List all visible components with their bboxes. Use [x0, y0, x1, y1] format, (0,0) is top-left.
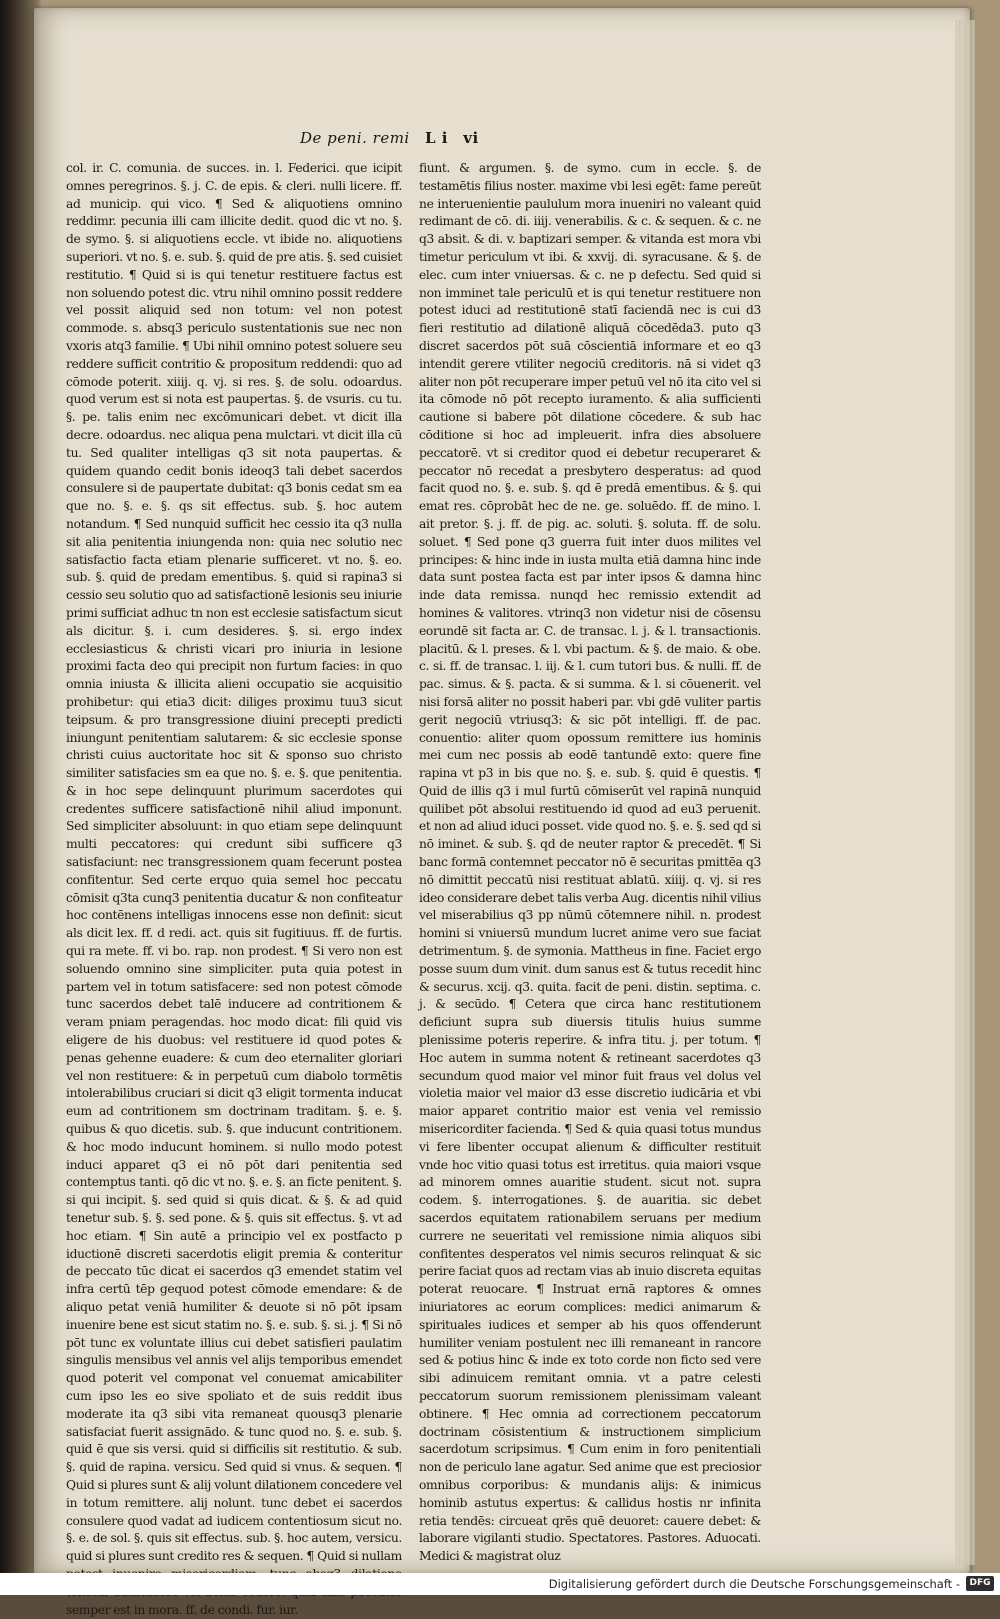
right-column-text: fiunt. & argumen. §. de symo. cum in eccle. §. de testamētis filius noster. maxime vbi lesi egēt: fame pereūt ne interuenientie paululum mora inueniri no valeant quid redimant de cō. di. iiij. venerabilis. & c. & sequen. & c. ne q3 absit. & di. v. baptizari semper. & vitanda est mora vbi timetur periculum vt ibi. & xxvij. di. syracusane. & §. de elec. cum inter vniuersas. & c. ne p defectu. Sed quid si non imminet tale periculū et is qui tenetur restituere non potest iduci ad restitutionē statī faciendā nec is cui d3 fieri restitutio ad dilationē aliquā cōcedēda3. puto q3 discret sacerdos pōt suā cōscientiā informare et eo q3 intendit gerere vtiliter negociū creditoris. nā si videt q3 aliter non pōt recuperare imper petuū vel nō ita cito vel si ita cōmode nō pōt recepto iuramento. & alia sufficienti cautione si babere pōt dilatione cōcedere. & sub hac cōditione si hoc ad impleuerit. infra dies absoluere peccatorē. vt si creditor quod ei debetur recuperaret & peccator nō recedat a presbytero desperatus: ad quod facit quod no. §. e. sub. §. qd ē predā ementibus. & §. qui emat res. cōprobāt hec de ne. ge. soluēdo. ff. de mino. l. ait pretor. §. j. ff. de pig. ac. soluti. §. soluta. ff. de solu. soluet. ¶ Sed pone q3 guerra fuit inter duos milites vel principes: & hinc inde in iusta multa etiā damna hinc inde data sunt postea facta est par inter ipsos & damna hinc inde data remissa. nunqd hec remissio extendit ad homines & valitores. vtrinq3 non videtur nisi de cōsensu eorundē sit facta ar. C. de transac. l. j. & l. transactionis. placitū. & l. preses. & l. vbi pactum. & §. de maio. & obe. c. si. ff. de transac. l. iij. & l. cum tutori bus. & nulli. ff. de pac. simus. & §. pacta. & si summa. & l. si cōuenerit. vel nisi forsā aliter no possit haberi par. vbi gdē vuliter partis gerit negociū vtriusq3: & sic pōt intelligi. ff. de pac. conuentio: aliter quom opossum remittere ius hominis mei cum nec possis ab eodē tantundē exto: quere fine rapina vt p3 in bis que no. §. e. sub. §. quid ē questis. ¶ Quid de illis q3 i mul furtū cōmiserūt vel rapinā nunquid quilibet pōt absolui restituendo id quod ad eu3 peruenit. et non ad aliud iduci posset. vide quod no. §. e. §. sed qd si nō iminet. & sub. §. qd de neuter raptor & precedēt. ¶ Si banc formā contemnet peccator nō ē securitas pmittēa q3 nō dimittit peccatū nisi restituat ablatū. xiiij. q. vj. si res ideo considerare debet talis verba Aug. dicentis nihil vilius vel miserabilius q3 pp nūmū cōtemnere nihil. n. prodest homini si vniuersū mundum lucret anime vero sue faciat detrimentum. §. de symonia. Mattheus in fine. Faciet ergo posse suum dum vinit. dum sanus est & tutus recedit hinc & securus. xcij. q3. quita. facit de peni. distin. septima. c. j. & secūdo. ¶ Cetera que circa hanc restitutionem deficiunt supra sub diuersis titulis huius summe plenissime poteris reperire. & infra titu. j. per totum. ¶ Hoc autem in summa notent & retineant sacerdotes q3 secundum quod maior vel minor fuit fraus vel dolus vel violetia maior vel maior d3 esse discretio iudicāria et vbi maior apparet contritio maior est venia vel remissio misericorditer facienda. ¶ Sed & quia quasi totus mundus vi fere libenter occupat alienum & difficulter restituit vnde hoc vitio quasi totus est irretitus. quia maiori vsque ad minorem omnes auaritie student. sicut not. supra codem. §. interrogationes. §. de auaritia. sic debet sacerdos equitatem rationabilem seruans per medium currere ne seueritati vel remissione nimia aliquos sibi confitentes desperatos vel nimis securos relinquat & sic perire faciat quos ad rectam vias ab inuio discreta equitas poterat reuocare. ¶ Instruat ernā raptores & omnes iniuriatores ac eorum complices: medici animarum & spirituales iudices et semper ab his quos offenderunt humiliter veniam postulent nec illi remaneant in rancore sed & potius hinc & inde ex toto corde non ficto sed vere sibi adinuicem remitant omnia. vt a patre celesti peccatorum suorum remissionem plenissimam valeant obtinere. ¶ Hec omnia ad correctionem peccatorum doctrinam cōsistentium & instructionem simplicium sacerdotum scripsimus. ¶ Cum enim in foro penitentiali non de periculo lane agatur. Sed anime que est preciosior omnibus corporibus: & mundanis alijs: & inimicus hominib astutus expertus: & callidus hostis nr infinita retia tendēs: circueat qrēs quē deuoret: cauere debet: & laborare vigilanti studio. Spectatores. Pastores. Aduocati. Medici & magistrat oluz — [419, 161, 761, 1564]
text-column-left — [66, 160, 402, 1617]
binding-shadow — [0, 0, 40, 1595]
running-head — [300, 129, 540, 155]
funding-credit: Digitalisierung gefördert durch die Deutsche Forschungsgemeinschaft - — [548, 1577, 960, 1591]
signature-mark: L i — [425, 129, 448, 147]
page-edge-stack — [955, 20, 975, 1565]
running-title: De peni. remi — [300, 129, 410, 147]
left-column-text: col. ir. C. comunia. de succes. in. l. Federici. que icipit omnes peregrinos. §. j. C. de epis. & cleri. nulli licere. ff. ad municip. qui vico. ¶ Sed & aliquotiens omnino reddimr. pecunia illi cam illicite dedit. quod dic vt no. §. de symo. §. si aliquotiens eccle. vt ibide no. aliquotiens superiori. vt no. §. e. sub. §. quid de pre atis. §. sed cuisiet restitutio. ¶ Quid si is qui tenetur restituere factus est non soluendo potest dic. vtru nihil omnino possit reddere vel possit aliquid sed non totum: vel non potest commode. s. absq3 periculo sustentationis sue nec non vxoris atq3 familie. ¶ Ubi nihil omnino potest soluere seu reddere sufficit contritio & propositum reddendi: quo ad cōmode poterit. xiiij. q. vj. si res. §. de solu. odoardus. quod verum est si nota est paupertas. §. de vsuris. cu tu. §. pe. talis enim nec excōmunicari debet. vt dicit illa decre. odoardus. nec aliqua pena mulctari. vt dicit illa cū tu. Sed qualiter intelligas q3 sit nota paupertas. & quidem quando cedit bonis ideoq3 tali debet sacerdos consulere si de paupertate dubitat: q3 bonis cedat sm ea que no. §. e. §. qs sit effectus. sub. §. hoc autem notandum. ¶ Sed nunquid sufficit hec cessio ita q3 nulla sit alia penitentia iniungenda non: quia nec solutio nec satisfactio facta etiam plenarie sufficeret. vt no. §. eo. sub. §. quid de predam ementibus. §. quid si rapina3 si cessio seu solutio quo ad satisfactionē lesionis seu iniurie primi sufficiat adhuc tn non est ecclesie satisfactum sicut als dicitur. §. i. cum desideres. §. si. ergo index ecclesiasticus & christi vicari pro iniuria in lesione proximi facta deo qui precipit non furtum facies: in quo omnia iniusta & illicita alieni occupatio sie acquisitio prohibetur: qui etia3 dicit: diliges proximu tuu3 sicut teipsum. & pro transgressione diuini precepti predicti iniungunt penitentiam salutarem: & sic ecclesie sponse christi cuius auctoritate hoc sit & sponso suo christo similiter satisfacies sm ea que no. §. e. §. que penitentia. & in hoc sepe delinquunt plurimum sacerdotes qui credentes sufficere satisfactionē nihil aliud imponunt. Sed simpliciter absoluunt: in quo etiam sepe delinquunt multi peccatores: qui credunt sibi sufficere q3 satisfaciunt: nec transgressionem quam fecerunt postea confitentur. Sed certe erquo quia semel hoc peccatu cōmisit q3ta cunq3 penitentia ducatur & non confiteatur hoc contēnens intelligas innocens esse non definit: sicut als dicit lex. ff. d redi. act. quis sit fugitiuus. ff. de furtis. qui ra mete. ff. vi bo. rap. non prodest. ¶ Si vero non est soluendo omnino sine simpliciter. puta quia potest in partem vel in totum satisfacere: sed non potest cōmode tunc sacerdos debet talē inducere ad contritionem & veram pniam peragendas. hoc modo dicat: fili quid vis eligere de his duobus: vel restituere id quod potes & penas gehenne euadere: & cum deo eternaliter gloriari vel non restituere: & in perpetuū cum diabolo tormētis intolerabilibus cruciari si dicit q3 eligit tormenta inducat eum ad contritionem sm doctrinam traditam. §. e. §. quibus & quo dicetis. sub. §. que inducunt contritionem. & hoc modo inducunt hominem. si nullo modo potest induci apparet q3 ei nō pōt dari penitentia sed contemptus tanti. qō dic vt no. §. e. §. an ficte penitent. §. si qui incipit. §. sed quid si quis dicat. & §. & ad quid tenetur sub. §. §. sed pone. & §. quis sit effectus. §. vt ad hoc etiam. ¶ Sin autē a principio vel ex postfacto p iductionē discreti sacerdotis eligit premia & conteritur de peccato tūc dicat ei sacerdos q3 emendet statim vel infra certū tēp gequod potest cōmode emendare: & de aliquo petat veniā humiliter & deuote si nō pōt ipsam inuenire bene est sicut statim no. §. e. sub. §. si. j. ¶ Si nō pōt tunc ex voluntate illius cui debet satisfieri paulatim singulis mensibus vel annis vel alijs temporibus emendet quod poterit vel componat vel conuemat amicabiliter cum ipso les eo sive spoliato et de suis reddit ibus moderate ita q3 sibi vita remaneat quousq3 plenarie satisfaciat fuerit assignādo. & tunc quod no. §. e. sub. §. quid ē que sis versi. quid si difficilis sit restitutio. & sub. §. quid de rapina. versicu. Sed quid si vnus. & sequen. ¶ Quid si plures sunt & alij volunt dilationem concedere vel in totum remittere. alij nolunt. tunc debet ei sacerdos consulere quod vadat ad iudicem contentiosum sicut no. §. e. de sol. §. quis sit effectus. sub. §. hoc autem, versicu. quid si plures sunt credito res & sequen. ¶ Quid si nullam semper est in mora. ff. de condi. fur. iur. — [66, 161, 402, 1617]
dfg-logo: DFG — [966, 1576, 994, 1591]
text-column-right — [419, 160, 761, 1564]
folio-number: vi — [463, 129, 479, 147]
footer-bar — [0, 1573, 1000, 1595]
